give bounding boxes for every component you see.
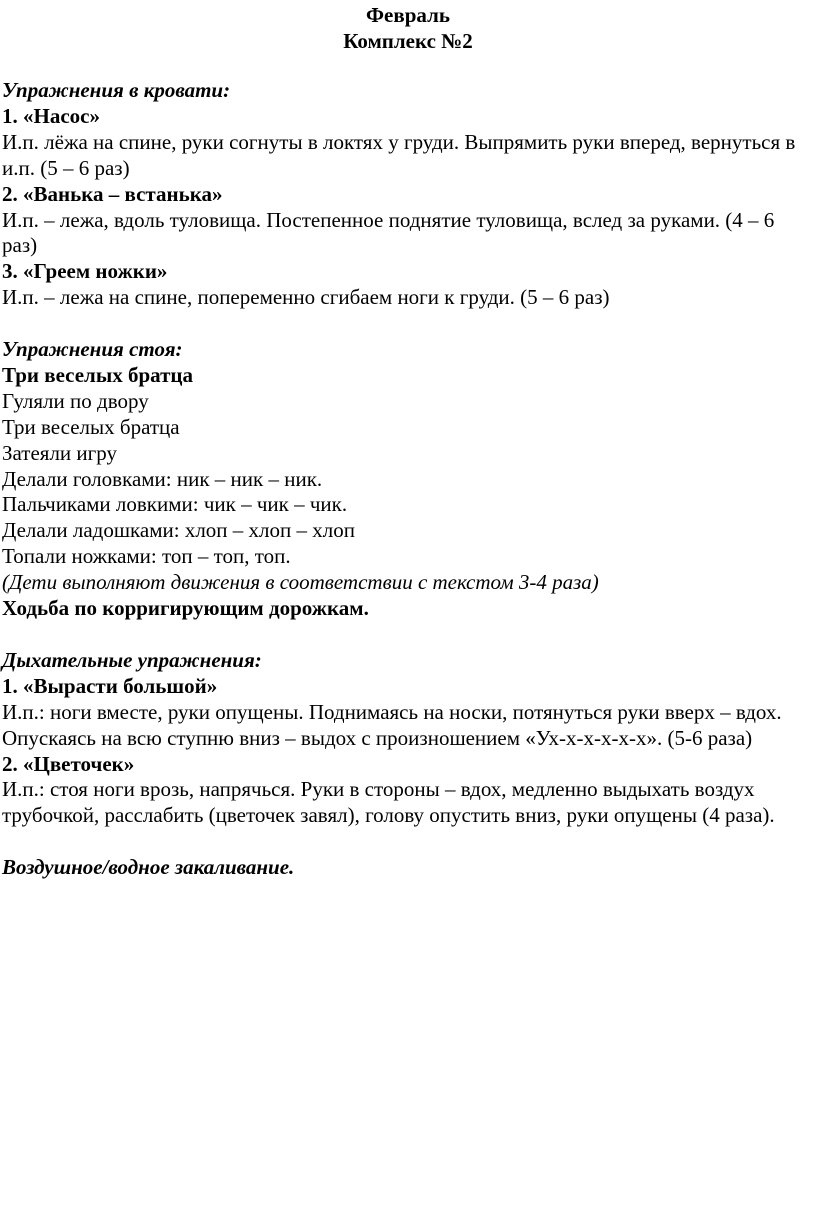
poem-line: Пальчиками ловкими: чик – чик – чик.: [2, 492, 348, 517]
complex-title: Комплекс №2: [343, 29, 473, 53]
month-title: Февраль: [366, 3, 450, 27]
exercise-text: И.п. лёжа на спине, руки согнуты в локтях у груди. Выпрямить руки вперед, вернуться в и.п. (5 – 6 раз): [2, 129, 796, 180]
bed-section-heading: Упражнения в кровати:: [2, 78, 231, 102]
blank-line: [2, 622, 814, 648]
walking-instruction: Ходьба по корригирующим дорожкам.: [2, 596, 369, 621]
exercise-title: 2. «Цветочек»: [2, 751, 135, 776]
exercise-text: И.п. – лежа, вдоль туловища. Постепенное поднятие туловища, вслед за руками. (4 – 6 раз): [2, 207, 775, 258]
standing-section-heading: Упражнения стоя:: [2, 337, 183, 362]
exercise-title: 1. «Вырасти большой»: [2, 673, 218, 698]
blank-line: [2, 829, 814, 855]
exercise-text: И.п. – лежа на спине, попеременно сгибаем ноги к груди. (5 – 6 раз): [2, 285, 610, 310]
exercise-title: 3. «Греем ножки»: [2, 259, 168, 284]
poem-line: Делали ладошками: хлоп – хлоп – хлоп: [2, 518, 355, 543]
blank-line: [2, 311, 814, 337]
poem-line: Три веселых братца: [2, 414, 180, 439]
poem-line: Затеяли игру: [2, 440, 117, 465]
poem-note: (Дети выполняют движения в соответствии с текстом 3-4 раза): [2, 570, 599, 595]
poem-line: Делали головками: ник – ник – ник.: [2, 466, 323, 491]
poem-title: Три веселых братца: [2, 362, 194, 387]
breathing-section-heading: Дыхательные упражнения:: [2, 647, 262, 672]
poem-line: Топали ножками: топ – топ, топ.: [2, 544, 291, 569]
exercise-title: 1. «Насос»: [2, 103, 100, 128]
exercise-text: И.п.: ноги вместе, руки опущены. Поднимаясь на носки, потянуться руки вверх – вдох. Опускаясь на всю ступню вниз – выдох с произношением «Ух-х-х-х-х-х». (5-6 раза): [2, 699, 782, 750]
poem-line: Гуляли по двору: [2, 388, 149, 413]
exercise-text: И.п.: стоя ноги врозь, напрячься. Руки в стороны – вдох, медленно выдыхать воздух трубочкой, расслабить (цветочек завял), голову опустить вниз, руки опущены (4 раза).: [2, 777, 775, 828]
document-header: [0, 2, 816, 54]
hardening-heading: Воздушное/водное закаливание.: [2, 855, 295, 880]
document-body: [2, 78, 814, 881]
exercise-title: 2. «Ванька – встанька»: [2, 181, 223, 206]
